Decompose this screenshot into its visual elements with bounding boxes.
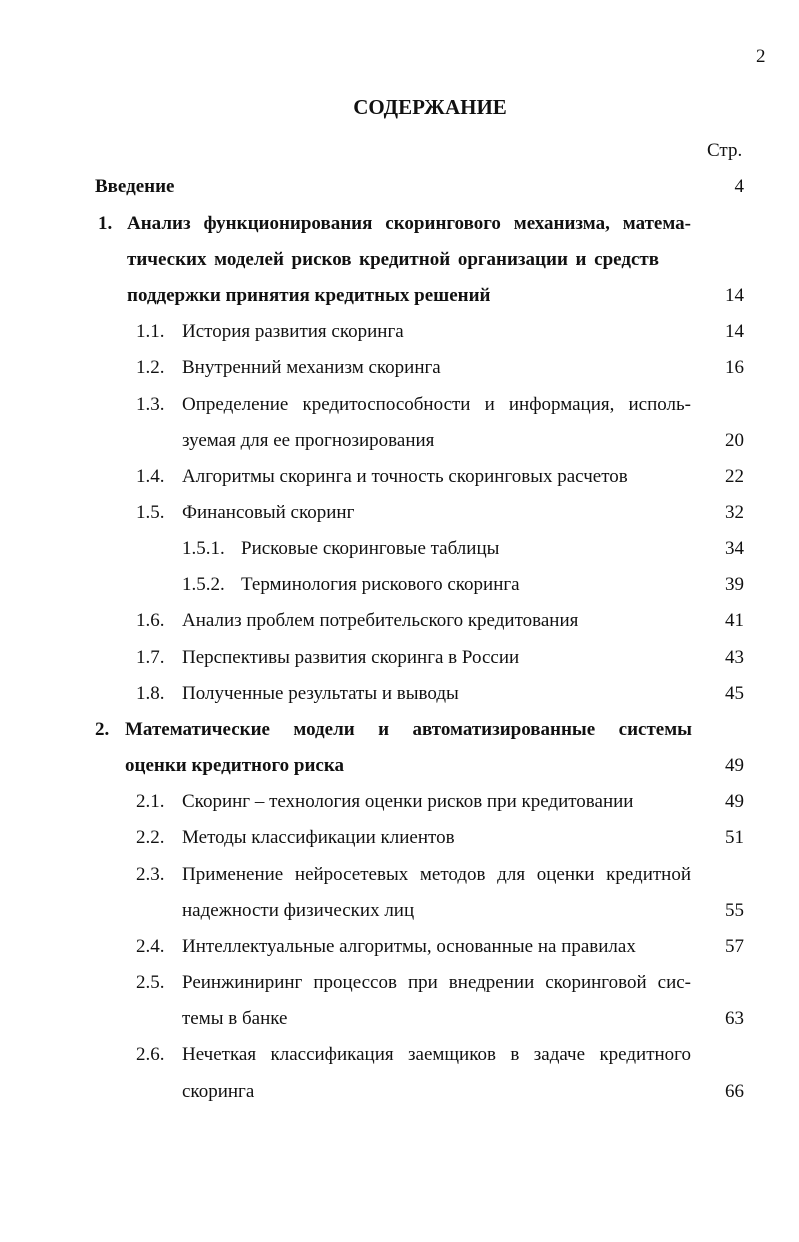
toc-1-5-2-number: 1.5.2. [182,574,225,595]
toc-1-3-page: 20 [725,430,744,451]
toc-ch1-title-line1: Анализ функционирования скорингового механизма, матема- [127,213,691,234]
toc-2-6-number: 2.6. [136,1044,165,1065]
toc-1-7-page: 43 [725,647,744,668]
toc-intro-page: 4 [734,176,744,197]
toc-ch2-number: 2. [95,719,110,740]
toc-2-3-page: 55 [725,900,744,921]
toc-2-1-page: 49 [725,791,744,812]
toc-1-7-title: Перспективы развития скоринга в России [182,647,520,668]
toc-1-6-page: 41 [725,610,744,631]
toc-2-3-title-line2: надежности физических лиц [182,900,415,921]
toc-1-1-number: 1.1. [136,321,165,342]
page-title: СОДЕРЖАНИЕ [353,95,507,119]
toc-2-5-title-line2: темы в банке [182,1008,288,1029]
toc-1-4-title: Алгоритмы скоринга и точность скоринговых расчетов [182,466,628,487]
toc-1-2-title: Внутренний механизм скоринга [182,357,441,378]
toc-1-5-number: 1.5. [136,502,165,523]
toc-1-3-number: 1.3. [136,394,165,415]
toc-ch1-title-line3: поддержки принятия кредитных решений [127,285,491,306]
toc-2-1-title: Скоринг – технология оценки рисков при кредитовании [182,791,634,812]
toc-2-4-number: 2.4. [136,936,165,957]
toc-2-2-title: Методы классификации клиентов [182,827,455,848]
toc-1-8-page: 45 [725,683,744,704]
toc-intro-label: Введение [95,176,175,197]
toc-1-5-title: Финансовый скоринг [182,502,355,523]
toc-ch2-title-line1: Математические модели и автоматизированные системы [125,719,692,740]
toc-1-5-1-page: 34 [725,538,744,559]
toc-ch1-title-line2: тических моделей рисков кредитной организации и средств [127,249,659,270]
toc-1-5-page: 32 [725,502,744,523]
toc-1-3-title-line2: зуемая для ее прогнозирования [182,430,435,451]
toc-2-6-title-line2: скоринга [182,1081,255,1102]
toc-2-6-page: 66 [725,1081,744,1102]
toc-1-5-2-title: Терминология рискового скоринга [241,574,520,595]
toc-1-2-page: 16 [725,357,744,378]
toc-1-4-number: 1.4. [136,466,165,487]
toc-1-5-2-page: 39 [725,574,744,595]
toc-2-5-number: 2.5. [136,972,165,993]
toc-ch2-title-line2: оценки кредитного риска [125,755,345,776]
toc-1-3-title-line1: Определение кредитоспособности и информация, исполь- [182,394,691,415]
toc-1-7-number: 1.7. [136,647,165,668]
toc-ch2-page: 49 [725,755,744,776]
toc-ch1-page: 14 [725,285,744,306]
page-number: 2 [756,46,766,67]
toc-2-5-page: 63 [725,1008,744,1029]
toc-1-8-title: Полученные результаты и выводы [182,683,459,704]
toc-2-6-title-line1: Нечеткая классификация заемщиков в задаче кредитного [182,1044,691,1065]
toc-1-8-number: 1.8. [136,683,165,704]
toc-2-3-number: 2.3. [136,864,165,885]
toc-1-2-number: 1.2. [136,357,165,378]
toc-1-1-page: 14 [725,321,744,342]
toc-1-4-page: 22 [725,466,744,487]
toc-2-5-title-line1: Реинжиниринг процессов при внедрении скоринговой сис- [182,972,691,993]
toc-1-1-title: История развития скоринга [182,321,404,342]
toc-2-3-title-line1: Применение нейросетевых методов для оценки кредитной [182,864,691,885]
toc-1-6-number: 1.6. [136,610,165,631]
toc-1-5-1-title: Рисковые скоринговые таблицы [241,538,500,559]
toc-2-4-page: 57 [725,936,744,957]
toc-2-4-title: Интеллектуальные алгоритмы, основанные на правилах [182,936,636,957]
toc-1-6-title: Анализ проблем потребительского кредитования [182,610,579,631]
toc-1-5-1-number: 1.5.1. [182,538,225,559]
toc-2-2-page: 51 [725,827,744,848]
toc-ch1-number: 1. [98,213,113,234]
toc-2-2-number: 2.2. [136,827,165,848]
toc-2-1-number: 2.1. [136,791,165,812]
page-column-label: Стр. [707,140,743,161]
